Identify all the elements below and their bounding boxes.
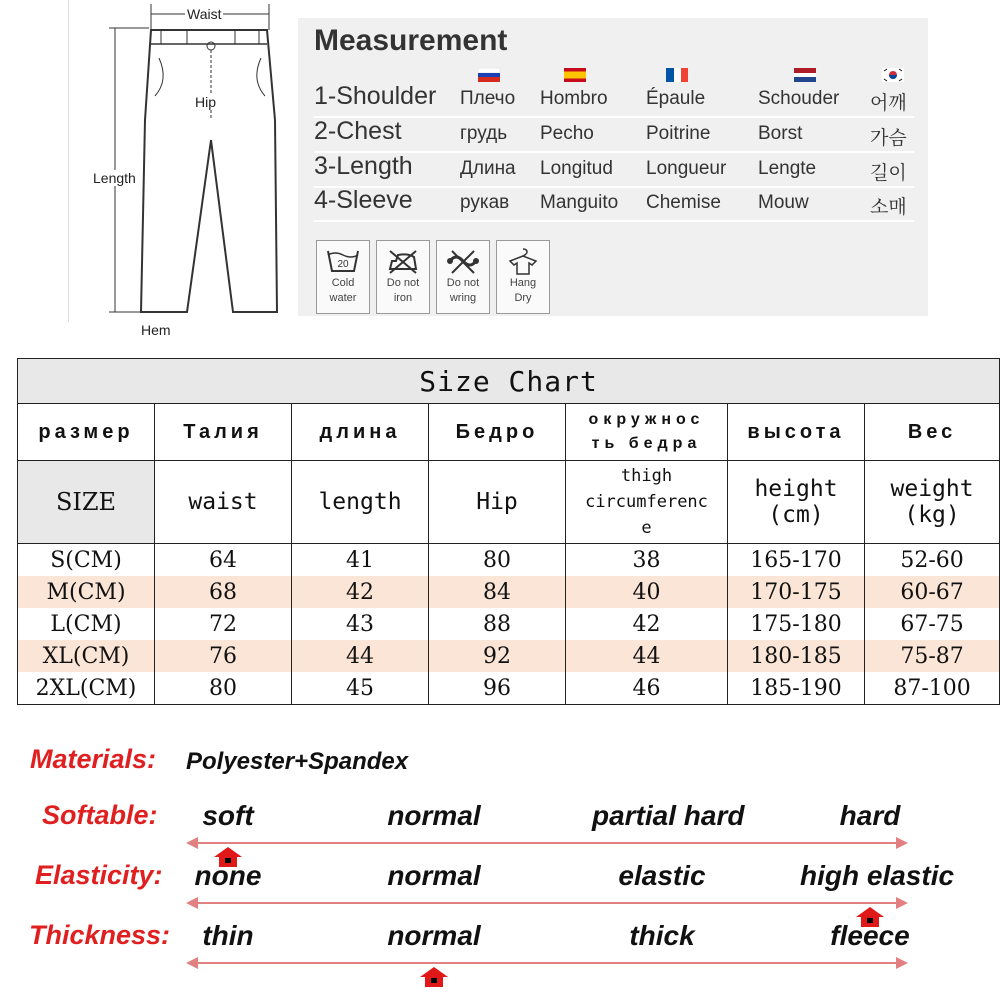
header-en-size: SIZE	[18, 461, 155, 544]
care-do-not-iron	[376, 240, 430, 314]
term-length: 3-Length	[314, 152, 413, 180]
thickness-scale-line	[196, 962, 898, 964]
care-hang-dry	[496, 240, 550, 314]
softable-option: soft	[202, 800, 254, 831]
header-ru-weight: Вес	[865, 404, 1000, 461]
table-row	[18, 576, 1000, 608]
cold-water-wash-icon	[326, 247, 360, 275]
measurement-row-sleeve	[314, 186, 914, 222]
header-en-thigh-line3: e	[641, 518, 652, 538]
header-en-waist: waist	[155, 461, 292, 544]
tr-nl: Borst	[758, 123, 803, 144]
term-shoulder: 1-Shoulder	[314, 82, 437, 110]
cell-thigh: 40	[566, 576, 728, 608]
tr-es: Longitud	[540, 158, 613, 179]
thickness-option: thin	[202, 920, 254, 951]
care-cold-water	[316, 240, 370, 314]
arrow-right-icon	[896, 897, 908, 909]
arrow-right-icon	[896, 957, 908, 969]
arrow-left-icon	[186, 957, 198, 969]
measurement-row-shoulder	[314, 82, 914, 118]
cell-size: S(CM)	[18, 544, 155, 577]
arrow-left-icon	[186, 897, 198, 909]
russia-flag-icon	[478, 68, 500, 82]
arrow-left-icon	[186, 837, 198, 849]
term-chest: 2-Chest	[314, 117, 402, 145]
table-row	[18, 672, 1000, 705]
care-label-line1: Do not	[386, 277, 420, 289]
tr-ru: грудь	[460, 123, 508, 144]
header-ru-length: длина	[292, 404, 429, 461]
care-label-line1: Cold	[331, 277, 355, 289]
cell-length: 44	[292, 640, 429, 672]
header-en-height	[728, 461, 865, 544]
tr-nl: Schouder	[758, 88, 840, 109]
pants-diagram	[68, 0, 289, 338]
softable-option: partial hard	[592, 800, 745, 831]
size-chart-title: Size Chart	[18, 359, 1000, 404]
do-not-iron-icon	[386, 247, 420, 275]
cell-length: 45	[292, 672, 429, 705]
tr-ko: 가슴	[870, 128, 907, 149]
header-en-weight	[865, 461, 1000, 544]
cell-weight: 67-75	[865, 608, 1000, 640]
cell-thigh: 38	[566, 544, 728, 577]
cell-hip: 84	[429, 576, 566, 608]
hang-dry-icon	[506, 247, 540, 275]
elasticity-option: none	[194, 860, 262, 891]
header-ru-thigh	[566, 404, 728, 461]
header-en-hip: Hip	[429, 461, 566, 544]
wash-temp: 20	[337, 259, 349, 270]
term-sleeve: 4-Sleeve	[314, 186, 413, 214]
elasticity-option: elastic	[618, 860, 706, 891]
cell-waist: 80	[155, 672, 292, 705]
cell-height: 170-175	[728, 576, 865, 608]
header-row-en	[18, 461, 1000, 544]
table-row	[18, 640, 1000, 672]
cell-height: 165-170	[728, 544, 865, 577]
cell-waist: 76	[155, 640, 292, 672]
thickness-option: fleece	[830, 920, 910, 951]
materials-label: Materials:	[30, 744, 157, 774]
cell-height: 185-190	[728, 672, 865, 705]
cell-weight: 60-67	[865, 576, 1000, 608]
tr-ko: 어깨	[870, 93, 907, 114]
header-en-thigh	[566, 461, 728, 544]
table-row	[18, 544, 1000, 577]
do-not-wring-icon	[446, 247, 480, 275]
length-label: Length	[93, 170, 136, 186]
header-en-weight-line1: weight	[890, 476, 974, 502]
cell-size: L(CM)	[18, 608, 155, 640]
measurement-row-chest	[314, 117, 914, 153]
tr-nl: Mouw	[758, 192, 809, 213]
care-label-line2: iron	[393, 292, 413, 304]
cell-weight: 87-100	[865, 672, 1000, 705]
elasticity-option: normal	[387, 860, 481, 891]
care-do-not-wring	[436, 240, 490, 314]
softable-option: normal	[387, 800, 481, 831]
thickness-label: Thickness:	[29, 920, 171, 950]
tr-ko: 소매	[870, 197, 907, 218]
tr-ko: 길이	[870, 163, 907, 184]
tr-es: Manguito	[540, 192, 619, 213]
header-en-thigh-line2: circumferenc	[585, 492, 708, 512]
care-label-line1: Do not	[446, 277, 480, 289]
tr-fr: Chemise	[646, 192, 721, 213]
cell-hip: 88	[429, 608, 566, 640]
header-en-height-line1: height	[754, 476, 838, 502]
cell-thigh: 46	[566, 672, 728, 705]
tr-es: Pecho	[540, 123, 594, 144]
header-ru-thigh-line2: ть бедра	[591, 435, 702, 452]
care-label-line2: wring	[449, 292, 477, 304]
header-en-thigh-line1: thigh	[620, 466, 673, 486]
care-label-line1: Hang	[509, 277, 537, 289]
arrow-right-icon	[896, 837, 908, 849]
header-ru-thigh-line1: окружнос	[588, 411, 705, 428]
cell-size: XL(CM)	[18, 640, 155, 672]
table-row	[18, 608, 1000, 640]
header-en-height-line2: (cm)	[768, 502, 824, 528]
cell-weight: 52-60	[865, 544, 1000, 577]
size-chart-table	[17, 358, 1000, 705]
measurement-panel	[298, 18, 928, 316]
header-ru-height: высота	[728, 404, 865, 461]
thickness-option: thick	[629, 920, 695, 951]
cell-size: 2XL(CM)	[18, 672, 155, 705]
header-ru-hip: Бедро	[429, 404, 566, 461]
elasticity-scale-line	[196, 902, 898, 904]
measurement-row-length	[314, 152, 914, 188]
thickness-option: normal	[387, 920, 481, 951]
tr-fr: Poitrine	[646, 123, 711, 144]
cell-length: 43	[292, 608, 429, 640]
france-flag-icon	[666, 68, 688, 82]
cell-hip: 96	[429, 672, 566, 705]
header-en-length: length	[292, 461, 429, 544]
hem-label: Hem	[141, 322, 171, 338]
cell-hip: 92	[429, 640, 566, 672]
header-row-ru	[18, 404, 1000, 461]
thickness-marker-icon	[419, 966, 449, 988]
spain-flag-icon	[564, 68, 586, 82]
elasticity-option: high elastic	[800, 860, 955, 891]
netherlands-flag-icon	[794, 68, 816, 82]
tr-fr: Épaule	[646, 88, 706, 109]
softable-scale-line	[196, 842, 898, 844]
cell-length: 41	[292, 544, 429, 577]
softable-label: Softable:	[42, 800, 158, 830]
tr-nl: Lengte	[758, 158, 817, 179]
cell-thigh: 44	[566, 640, 728, 672]
cell-waist: 72	[155, 608, 292, 640]
tr-ru: рукав	[460, 192, 510, 213]
tr-ru: Плечо	[460, 88, 516, 109]
tr-es: Hombro	[540, 88, 608, 109]
cell-hip: 80	[429, 544, 566, 577]
cell-weight: 75-87	[865, 640, 1000, 672]
care-label-line2: Dry	[514, 292, 532, 304]
header-en-weight-line2: (kg)	[904, 502, 960, 528]
cell-length: 42	[292, 576, 429, 608]
header-ru-waist: Талия	[155, 404, 292, 461]
header-ru-size: размер	[18, 404, 155, 461]
cell-height: 175-180	[728, 608, 865, 640]
cell-waist: 68	[155, 576, 292, 608]
pants-outline-icon	[69, 0, 289, 322]
care-label-line2: water	[329, 292, 357, 304]
materials-value: Polyester+Spandex	[186, 748, 409, 775]
cell-waist: 64	[155, 544, 292, 577]
size-chart	[17, 358, 1000, 710]
cell-height: 180-185	[728, 640, 865, 672]
softable-option: hard	[839, 800, 901, 831]
cell-thigh: 42	[566, 608, 728, 640]
elasticity-label: Elasticity:	[35, 860, 163, 890]
cell-size: M(CM)	[18, 576, 155, 608]
size-rows	[18, 544, 1000, 705]
hip-label: Hip	[195, 94, 217, 110]
tr-fr: Longueur	[646, 158, 727, 179]
measurement-title: Measurement	[314, 24, 508, 57]
korea-flag-icon	[882, 68, 904, 82]
properties-section	[0, 730, 1000, 1000]
tr-ru: Длина	[460, 158, 516, 179]
waist-label: Waist	[187, 6, 222, 22]
